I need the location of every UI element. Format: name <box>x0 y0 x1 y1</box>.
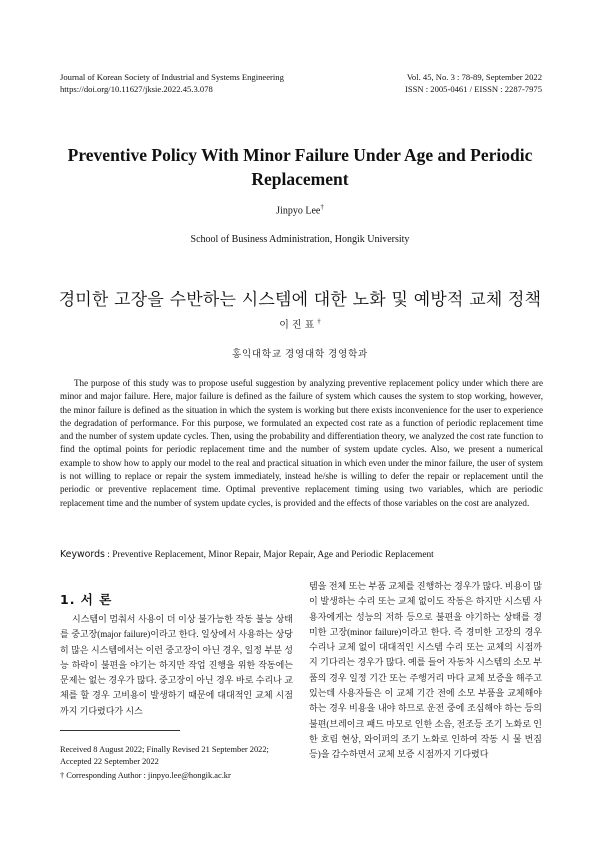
affiliation-ko: 홍익대학교 경영대학 경영학과 <box>231 350 369 360</box>
body-text-right-column: 템을 전체 또는 부품 교체를 진행하는 경우가 많다. 비용이 많이 발생하는 수리 또는 교체 없이도 작동은 하지만 시스템 사용자에게는 성능의 저하 등으로 불편을 야기하는 상태를 경미한 고장(minor failure)이라고 한다. 즉 경미한 고장의 경우 수리나 교체 없이 대대적인 시스템 수리 또는 교체의 시점까지 기다리는 경우가 많다. 예를 들어 자동차 시스템의 소모 부품의 경우 일정 기간 또는 주행거리 마다 교체 보증을 해주고 있는데 사용자들은 이 교체 기간 전에 소모 부품을 교체해야 하는 경우 비용을 내야 하므로 운전 중에 조심해야 하는 등의 불편(브레이크 패드 마모로 인한 소음, 전조등 조기 노화로 인한 흐림 현상, 와이퍼의 조기 노화로 인하여 작동 시 물 번짐 등)을 감수하면서 교체 보증 시점까지 기다렸다 <box>309 581 542 760</box>
volume-info: Vol. 45, No. 3 : 78-89, September 2022 <box>406 72 542 82</box>
volume-header <box>405 71 542 95</box>
paper-title-ko: 경미한 고장을 수반하는 시스템에 대한 노화 및 예방적 교체 정책 <box>58 290 542 310</box>
issn-info: ISSN : 2005-0461 / EISSN : 2287-7975 <box>404 84 542 94</box>
author-en <box>0 203 600 216</box>
corresponding-mark: † <box>320 203 324 211</box>
corresponding-author-footnote <box>60 770 231 782</box>
body-text-left-column: 시스템이 멈춰서 사용이 더 이상 불가능한 작동 불능 상태를 중고장(major failure)이라고 한다. 일상에서 사용하는 상당히 많은 시스템에서는 이런 중고장이 아닌 경우, 일정 부분 성능 하락이 불편을 야기는 하지만 작업 진행을 위한 작동에는 문제는 없는 경우가 많다. 중고장이 아닌 경우 바로 수리나 교체를 할 경우 고비용이 발생하기 때문에 대대적인 교체 시점까지 기다렸다가 시스 <box>60 614 293 716</box>
keywords-text: Preventive Replacement, Minor Repair, Major Repair, Age and Periodic Replacement <box>112 550 434 560</box>
corresponding-author-text: Corresponding Author : jinpyo.lee@hongik.ac.kr <box>66 771 231 780</box>
affiliation-en: School of Business Administration, Hongik University <box>190 234 410 245</box>
section-heading: 1. 서 론 <box>60 592 113 607</box>
author-name-ko: 이진표 <box>279 320 318 331</box>
corresponding-mark-ko: † <box>317 317 321 326</box>
doi-link[interactable]: https://doi.org/10.11627/jksie.2022.45.3.078 <box>60 84 213 94</box>
received-dates-footnote: Received 8 August 2022; Finally Revised 21 September 2022; Accepted 22 September 2022 <box>60 745 269 766</box>
keywords-line: Keywords : Preventive Replacement, Minor Repair, Major Repair, Age and Periodic Replacement <box>60 549 434 560</box>
corresponding-mark-footnote: † <box>60 771 65 780</box>
journal-name: Journal of Korean Society of Industrial and Systems Engineering <box>60 72 284 82</box>
journal-header <box>60 71 284 95</box>
author-ko <box>0 316 600 331</box>
paper-title-en: Preventive Policy With Minor Failure Under Age and Periodic Replacement <box>67 145 533 189</box>
abstract: The purpose of this study was to propose useful suggestion by analyzing preventive replacement policy under which there are minor and major failure. Here, major failure is defined as the failure of system which causes the system to stop working, however, the minor failure is defined as the situation in which the system is working but there exists inconvenience for the user to experience the degradation of performance. For this purpose, we formulated an expected cost rate as a function of periodic replacement time and the number of system update cycles. Then, using the probability and differentiation theory, we analyzed the cost rate function to find the optimal points for periodic replacement time and the number of system update cycles. Also, we present a numerical example to show how to apply our model to the real and practical situation in which even under the minor failure, the user of system is not willing to replace or repair the system immediately, instead he/she is willing to defer the repair or replacement until the periodic or preventive replacement time. Optimal preventive replacement timing using two variables, which are periodic replacement time and the number of system update cycles, is provided and the effects of those variables on the cost are analyzed. <box>60 378 543 508</box>
author-name-en: Jinpyo Lee <box>276 205 321 217</box>
footnote-divider <box>60 730 180 731</box>
keywords-label: Keywords <box>60 549 105 560</box>
